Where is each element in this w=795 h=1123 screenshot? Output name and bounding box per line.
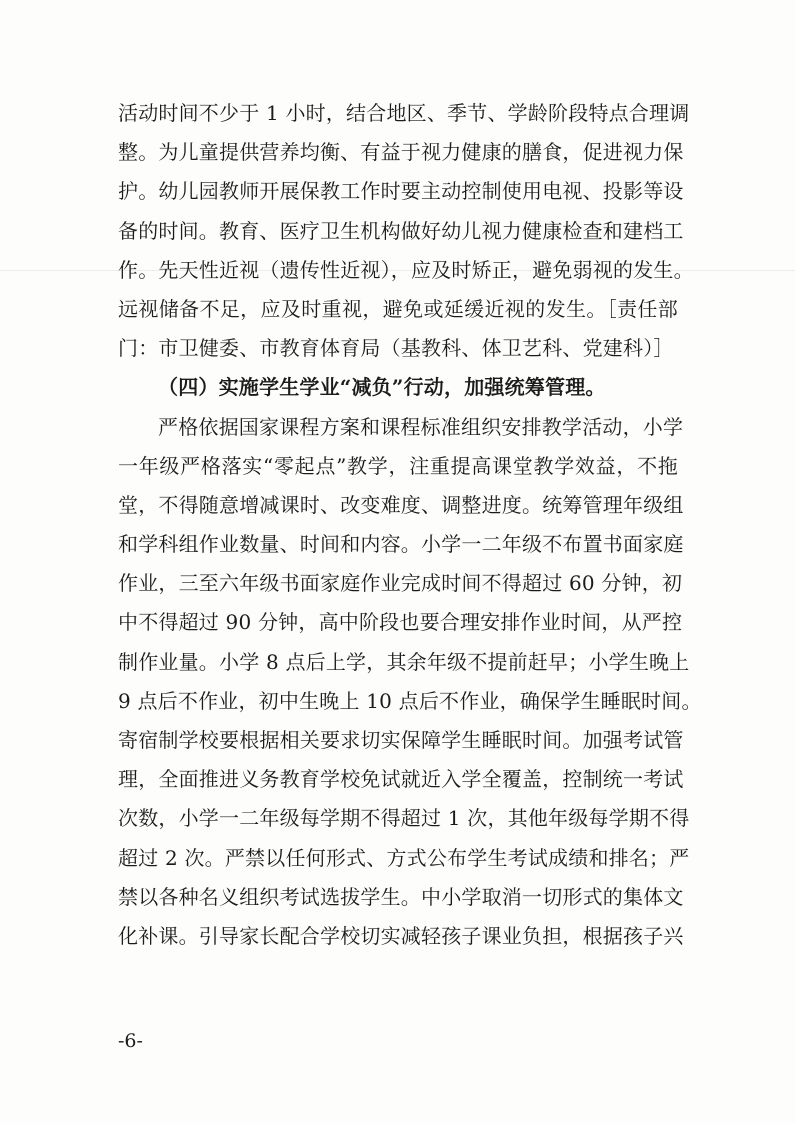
paragraph-line: 堂，不得随意增减课时、改变难度、调整进度。统筹管理年级组: [118, 492, 684, 517]
paragraph-line: 次数，小学一二年级每学期不得超过 1 次，其他年级每学期不得: [118, 806, 690, 831]
paragraph-line: 和学科组作业数量、时间和内容。小学一二年级不布置书面家庭: [118, 532, 684, 557]
paragraph-line: 禁以各种名义组织考试选拔学生。中小学取消一切形式的集体文: [118, 884, 684, 909]
paragraph-line: 活动时间不少于 1 小时，结合地区、季节、学龄阶段特点合理调: [118, 101, 690, 125]
paragraph-line: 中不得超过 90 分钟，高中阶段也要合理安排作业时间，从严控: [118, 610, 683, 635]
paragraph-line: 备的时间。教育、医疗卫生机构做好幼儿视力健康检查和建档工: [118, 218, 684, 243]
section-heading: （四）实施学生学业“减负”行动，加强统筹管理。: [158, 375, 606, 400]
paragraph-line: 一年级严格落实“零起点”教学，注重提高课堂教学效益，不拖: [118, 453, 678, 478]
paragraph-line: 作。先天性近视（遗传性近视），应及时矫正，避免弱视的发生。: [118, 257, 694, 282]
paragraph-line: 理，全面推进义务教育学校免试就近入学全覆盖，控制统一考试: [118, 767, 684, 792]
paragraph-line: 门：市卫健委、市教育体育局（基教科、体卫艺科、党建科）］: [118, 336, 674, 361]
paragraph-line: 化补课。引导家长配合学校切实减轻孩子课业负担，根据孩子兴: [118, 923, 684, 948]
paragraph-line: 制作业量。小学 8 点后上学，其余年级不提前赶早；小学生晚上: [118, 649, 690, 674]
paragraph-line: 9 点后不作业，初中生晚上 10 点后不作业，确保学生睡眠时间。: [118, 688, 702, 713]
paragraph-line: 整。为儿童提供营养均衡、有益于视力健康的膳食，促进视力保: [118, 140, 684, 165]
paragraph-line: 远视储备不足，应及时重视，避免或延缓近视的发生。［责任部: [118, 296, 678, 321]
paragraph-line: 超过 2 次。严禁以任何形式、方式公布学生考试成绩和排名；严: [118, 845, 690, 870]
paragraph-line: 护。幼儿园教师开展保教工作时要主动控制使用电视、投影等设: [118, 179, 684, 204]
paragraph-line: 作业，三至六年级书面家庭作业完成时间不得超过 60 分钟，初: [118, 571, 683, 596]
page-number: -6-: [118, 1030, 143, 1052]
body-text: [118, 94, 702, 956]
paragraph-line: 寄宿制学校要根据相关要求切实保障学生睡眠时间。加强考试管: [118, 728, 684, 752]
paragraph-line: 严格依据国家课程方案和课程标准组织安排教学活动，小学: [158, 414, 684, 439]
